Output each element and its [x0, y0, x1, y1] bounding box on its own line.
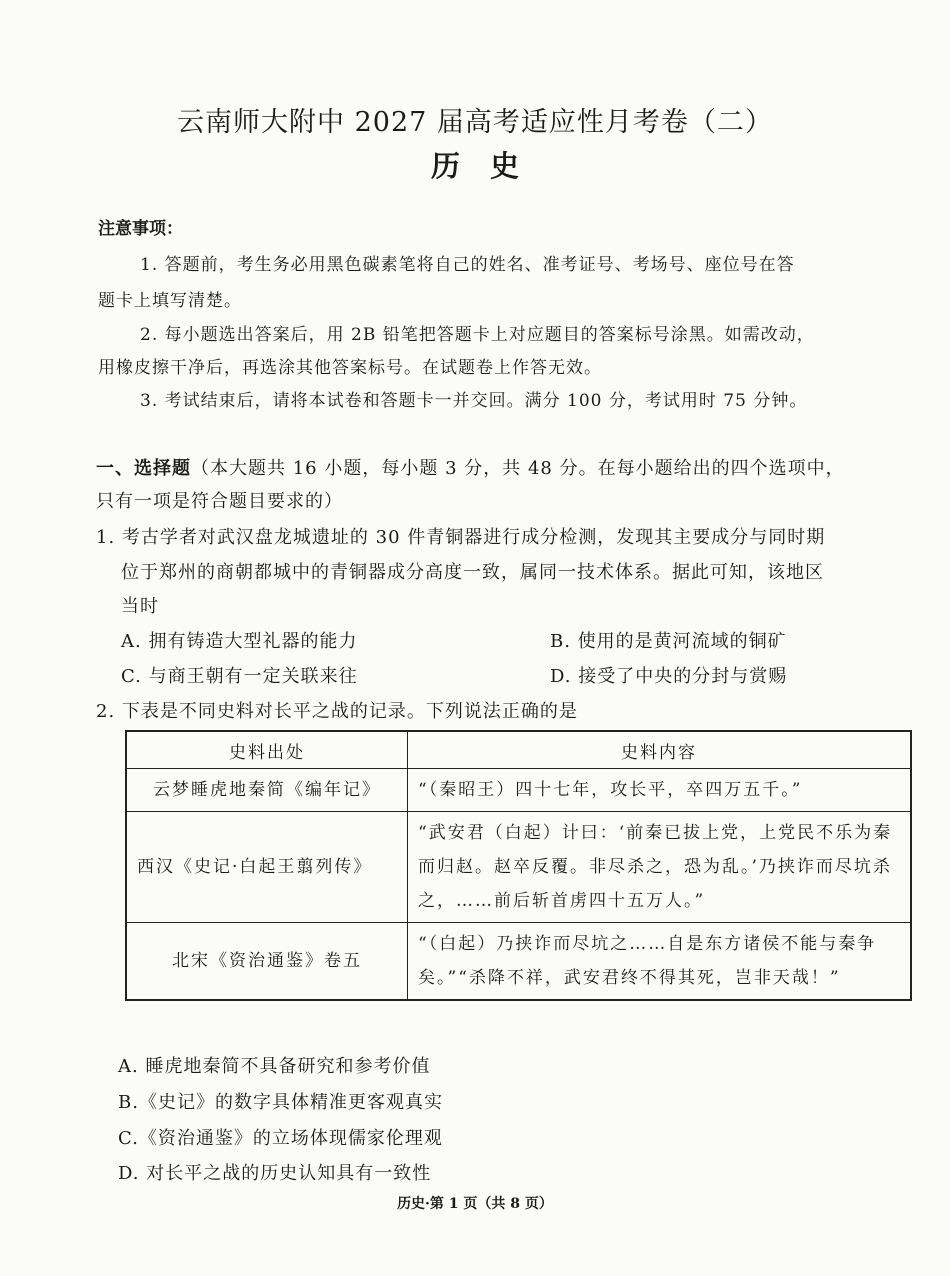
question-1-line: 1. 考古学者对武汉盘龙城遗址的 30 件青铜器进行成分检测，发现其主要成分与同时期: [96, 527, 826, 548]
question-1-line: 位于郑州的商朝都城中的青铜器成分高度一致，属同一技术体系。据此可知，该地区: [121, 562, 824, 583]
table-cell-content: “武安君（白起）计曰：‘前秦已拔上党，上党民不乐为秦而归赵。赵卒反覆。非尽杀之，恐为乱。’乃挟诈而尽坑杀之，……前后斩首虏四十五万人。”: [408, 812, 912, 923]
table-header-source: 史料出处: [126, 731, 408, 769]
notice-heading: 注意事项：: [98, 219, 183, 239]
q2-option-a: A. 睡虎地秦简不具备研究和参考价值: [118, 1056, 431, 1077]
table-cell-source: 云梦睡虎地秦简《编年记》: [126, 769, 408, 812]
q2-option-c: C.《资治通鉴》的立场体现儒家伦理观: [118, 1128, 443, 1149]
table-header-row: [126, 731, 911, 769]
notice-line: 用橡皮擦干净后，再选涂其他答案标号。在试题卷上作答无效。: [98, 358, 602, 378]
q2-option-b: B.《史记》的数字具体精准更客观真实: [118, 1092, 443, 1113]
section-heading: [96, 454, 845, 480]
table-header-content: 史料内容: [408, 731, 912, 769]
subject-title: 历史: [430, 149, 549, 183]
table-cell-source: 西汉《史记·白起王翦列传》: [126, 812, 408, 923]
notice-line: 2. 每小题选出答案后，用 2B 铅笔把答题卡上对应题目的答案标号涂黑。如需改动，: [140, 325, 815, 345]
q1-option-a: A. 拥有铸造大型礼器的能力: [121, 631, 358, 652]
question-1-line: 当时: [121, 596, 159, 617]
sources-table: [125, 730, 912, 1001]
table-row: [126, 923, 911, 1001]
notice-line: 3. 考试结束后，请将本试卷和答题卡一并交回。满分 100 分，考试用时 75 分钟。: [140, 391, 808, 411]
table-row: [126, 769, 911, 812]
page-footer: 历史·第 1 页（共 8 页）: [397, 1196, 553, 1212]
q1-option-b: B. 使用的是黄河流域的铜矿: [550, 631, 787, 652]
table-row: [126, 812, 911, 923]
q1-option-d: D. 接受了中央的分封与赏赐: [550, 666, 788, 687]
notice-line: 1. 答题前，考生务必用黑色碳素笔将自己的姓名、准考证号、考场号、座位号在答: [140, 255, 795, 275]
q2-option-d: D. 对长平之战的历史认知具有一致性: [118, 1163, 432, 1184]
section-desc-cont: 只有一项是符合题目要求的）: [96, 491, 343, 512]
notice-line: 题卡上填写清楚。: [98, 291, 242, 311]
q1-option-c: C. 与商王朝有一定关联来往: [121, 666, 358, 687]
exam-title: 云南师大附中 2027 届高考适应性月考卷（二）: [177, 107, 773, 138]
section-desc: （本大题共 16 小题，每小题 3 分，共 48 分。在每小题给出的四个选项中，: [191, 458, 845, 479]
section-label: 一、选择题: [96, 458, 191, 479]
question-2-stem: 2. 下表是不同史料对长平之战的记录。下列说法正确的是: [96, 701, 578, 722]
table-cell-content: “（白起）乃挟诈而尽坑之……自是东方诸侯不能与秦争矣。”“杀降不祥，武安君终不得其死，岂非天哉！”: [408, 923, 912, 1001]
table-cell-source: 北宋《资治通鉴》卷五: [126, 923, 408, 1001]
table-cell-content: “（秦昭王）四十七年，攻长平，卒四万五千。”: [408, 769, 912, 812]
